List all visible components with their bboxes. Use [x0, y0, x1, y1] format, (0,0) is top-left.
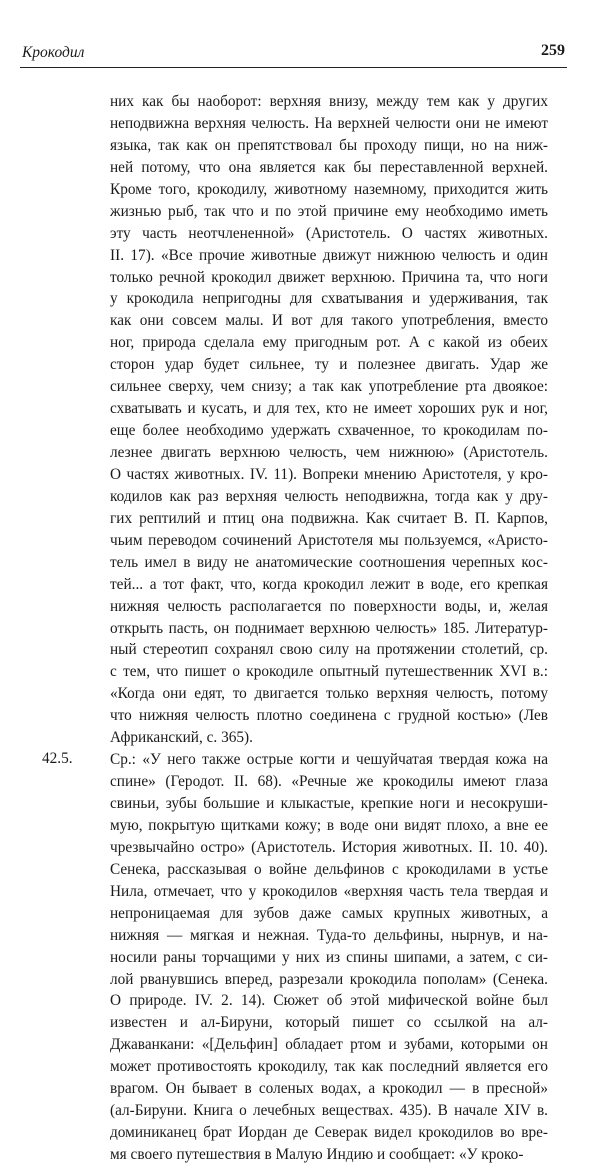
- text-line: свиньи, зубы большие и клыкастые, крепкие ноги и несокруши-: [110, 795, 548, 812]
- text-line: мую, покрытую щитками кожу; в воде они видят плохо, а вне ее: [110, 816, 548, 834]
- text-line: спине» (Геродот. II. 68). «Речные же крокодилы имеют глаза: [110, 773, 548, 791]
- text-line: кодилов как раз верхняя челюсть неподвижна, тогда как у дру-: [110, 487, 548, 505]
- text-line: врагом. Он бывает в соленых водах, а крокодил — в пресной»: [110, 1080, 548, 1098]
- note-number: 42.5.: [42, 749, 73, 767]
- text-line: эту часть неотчлененной» (Аристотель. О частях животных.: [110, 224, 548, 242]
- text-line: схватывать и кусать, и для тех, кто не имеет хороших рук и ног,: [110, 400, 548, 418]
- text-line: носили раны торчащими у них из спины шипами, а затем, с си-: [110, 948, 548, 966]
- text-line: как они совсем малы. И вот для такого употребления, вместо: [110, 312, 548, 330]
- text-line: чьим переводом сочинений Аристотеля мы пользуемся, «Аристо-: [110, 531, 548, 549]
- text-line: известен и ал-Бируни, который пишет со ссылкой на ал-: [110, 1014, 548, 1032]
- text-line: них как бы наоборот: верхняя внизу, между тем как у других: [110, 93, 548, 110]
- text-line: Джаванкани: «[Дельфин] обладает ртом и зубами, которыми он: [110, 1036, 548, 1054]
- text-line: гих рептилий и птиц она подвижна. Как считает В. П. Карпов,: [110, 509, 548, 527]
- text-line: тей... а тот факт, что, когда крокодил лежит в воде, его крепкая: [110, 575, 548, 593]
- text-line: О частях животных. IV. 11). Вопреки мнению Аристотеля, у кро-: [110, 465, 548, 483]
- text-line: доминиканец брат Иордан де Северак видел крокодилов во вре-: [110, 1124, 548, 1142]
- text-line: Кроме того, крокодилу, животному наземному, приходится жить: [110, 180, 548, 198]
- text-line: Нила, отмечает, что у крокодилов «верхняя часть тела твердая и: [110, 882, 548, 900]
- running-head: [20, 39, 567, 68]
- running-title: Крокодил: [22, 44, 85, 61]
- text-line: «Когда они едят, то двигается только верхняя челюсть, потому: [110, 685, 548, 703]
- text-line: что нижняя челюсть плотно соединена с грудной костью» (Лев: [110, 707, 548, 725]
- text-line: тель имел в виду не анатомические соотношения черепных кос-: [110, 553, 548, 571]
- text-line: только речной крокодил движет верхнюю. Причина та, что ноги: [110, 268, 548, 286]
- text-line: мя своего путешествия в Малую Индию и сообщает: «У кроко-: [110, 1146, 524, 1163]
- text-line: сильнее сверху, чем снизу; а так как употребление рта двоякое:: [110, 378, 548, 396]
- text-line: непроницаемая для зубов даже самых крупных животных, а: [110, 904, 548, 922]
- text-line: Африканский, с. 365).: [110, 729, 253, 747]
- text-line: открыть пасть, он поднимает верхнюю челюсть» 185. Литератур-: [110, 619, 548, 637]
- text-line: у крокодила непригодны для схватывания и удерживания, так: [110, 290, 548, 308]
- text-line: еще более необходимо удержать схваченное, то крокодилам по-: [110, 422, 548, 440]
- text-line: лой рванувшись вперед, разрезали крокодила пополам» (Сенека.: [110, 970, 548, 988]
- text-line: чрезвычайно остро» (Аристотель. История животных. II. 10. 40).: [110, 838, 548, 856]
- text-line: сторон удар будет сильнее, ту и полезнее двигать. Удар же: [110, 356, 548, 374]
- text-line: ный стереотип сохранял свою силу на протяжении столетий, ср.: [110, 641, 548, 659]
- text-line: языка, так как он препятствовал бы проходу пищи, но на ниж-: [110, 136, 548, 154]
- text-line: Ср.: «У него также острые когти и чешуйчатая твердая кожа на: [110, 751, 548, 769]
- text-line: с тем, что пишет о крокодиле опытный путешественник XVI в.:: [110, 663, 548, 681]
- text-line: неподвижна верхняя челюсть. На верхней челюсти они не имеют: [110, 114, 548, 132]
- text-line: жизнью рыб, так что и по этой причине ему необходимо иметь: [110, 202, 548, 220]
- body-text: [110, 91, 548, 1166]
- text-line: ног, природа сделала ему пригодным рот. А с какой из обеих: [110, 334, 548, 352]
- text-line: нижняя — мягкая и нежная. Туда-то дельфины, нырнув, и на-: [110, 926, 548, 944]
- text-line: может противостоять крокодилу, так как последний является его: [110, 1058, 548, 1076]
- text-line: II. 17). «Все прочие животные движут нижнюю челюсть и один: [110, 246, 548, 264]
- text-line: Сенека, рассказывая о войне дельфинов с крокодилами в устье: [110, 860, 548, 878]
- text-line: лезнее двигать верхнюю челюсть, чем нижнюю» (Аристотель.: [110, 444, 548, 461]
- text-line: ней потому, что она является как бы переставленной верхней.: [110, 158, 548, 176]
- text-line: О природе. IV. 2. 14). Сюжет об этой мифической войне был: [110, 992, 548, 1010]
- page-number: 259: [541, 42, 565, 59]
- text-line: нижняя челюсть располагается по поверхности воды, и, желая: [110, 597, 548, 615]
- text-line: (ал-Бируни. Книга о лечебных веществах. 435). В начале XIV в.: [110, 1102, 548, 1120]
